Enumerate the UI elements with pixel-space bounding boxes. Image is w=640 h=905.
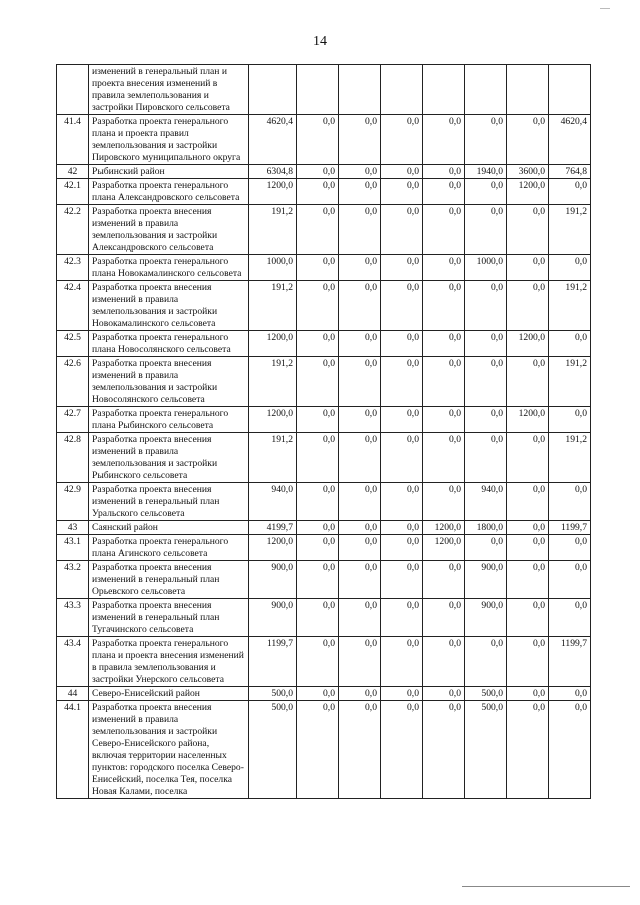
amount-cell: 191,2	[549, 281, 591, 331]
amount-cell: 0,0	[423, 701, 465, 799]
row-number: 42.9	[57, 483, 89, 521]
amount-cell: 0,0	[423, 179, 465, 205]
amount-cell: 0,0	[339, 115, 381, 165]
amount-cell: 764,8	[549, 165, 591, 179]
amount-cell: 0,0	[381, 165, 423, 179]
amount-cell: 0,0	[381, 433, 423, 483]
amount-cell: 0,0	[297, 599, 339, 637]
amount-cell: 0,0	[339, 281, 381, 331]
amount-cell: 0,0	[465, 407, 507, 433]
amount-cell: 0,0	[465, 179, 507, 205]
amount-cell: 500,0	[249, 701, 297, 799]
table-row	[57, 701, 591, 799]
amount-cell: 0,0	[339, 637, 381, 687]
amount-cell: 0,0	[339, 535, 381, 561]
table-row	[57, 357, 591, 407]
amount-cell: 0,0	[507, 687, 549, 701]
amount-cell: 0,0	[465, 205, 507, 255]
amount-cell: 0,0	[423, 357, 465, 407]
amount-cell: 1199,7	[549, 521, 591, 535]
amount-cell: 0,0	[465, 637, 507, 687]
amount-cell: 0,0	[381, 687, 423, 701]
table-row	[57, 637, 591, 687]
amount-cell: 0,0	[423, 281, 465, 331]
amount-cell: 0,0	[297, 535, 339, 561]
amount-cell: 0,0	[339, 433, 381, 483]
row-number: 43.3	[57, 599, 89, 637]
amount-cell: 0,0	[381, 561, 423, 599]
amount-cell: 0,0	[339, 687, 381, 701]
amount-cell: 0,0	[339, 701, 381, 799]
amount-cell: 191,2	[249, 357, 297, 407]
amount-cell: 0,0	[549, 483, 591, 521]
row-number: 42.2	[57, 205, 89, 255]
amount-cell: 0,0	[381, 179, 423, 205]
table-row	[57, 255, 591, 281]
table-row	[57, 433, 591, 483]
amount-cell	[507, 65, 549, 115]
amount-cell: 0,0	[381, 115, 423, 165]
row-description: Разработка проекта внесения изменений в генеральный план Тугачинского сельсовета	[89, 599, 249, 637]
bottom-rule	[462, 886, 630, 887]
table-row	[57, 535, 591, 561]
amount-cell: 0,0	[339, 165, 381, 179]
amount-cell: 0,0	[381, 701, 423, 799]
amount-cell: 0,0	[549, 255, 591, 281]
row-number: 42.4	[57, 281, 89, 331]
amount-cell: 0,0	[549, 599, 591, 637]
amount-cell: 6304,8	[249, 165, 297, 179]
amount-cell: 1200,0	[249, 331, 297, 357]
amount-cell: 0,0	[507, 433, 549, 483]
amount-cell: 0,0	[549, 331, 591, 357]
amount-cell: 0,0	[381, 637, 423, 687]
amount-cell: 0,0	[423, 599, 465, 637]
amount-cell: 0,0	[297, 521, 339, 535]
amount-cell: 0,0	[423, 637, 465, 687]
table-row	[57, 205, 591, 255]
row-description: Разработка проекта внесения изменений в правила землепользования и застройки Новосолянского сельсовета	[89, 357, 249, 407]
amount-cell: 191,2	[249, 433, 297, 483]
amount-cell: 500,0	[465, 687, 507, 701]
amount-cell: 0,0	[507, 521, 549, 535]
table-row	[57, 483, 591, 521]
amount-cell: 0,0	[423, 115, 465, 165]
amount-cell: 0,0	[549, 687, 591, 701]
amount-cell: 0,0	[423, 433, 465, 483]
amount-cell: 0,0	[297, 179, 339, 205]
amount-cell: 0,0	[423, 561, 465, 599]
amount-cell: 0,0	[507, 255, 549, 281]
amount-cell: 0,0	[423, 407, 465, 433]
amount-cell: 900,0	[465, 599, 507, 637]
amount-cell: 0,0	[549, 535, 591, 561]
amount-cell: 0,0	[297, 637, 339, 687]
amount-cell: 500,0	[465, 701, 507, 799]
amount-cell: 0,0	[549, 179, 591, 205]
amount-cell: 191,2	[549, 205, 591, 255]
amount-cell: 1000,0	[465, 255, 507, 281]
row-description: Разработка проекта генерального плана Новосолянского сельсовета	[89, 331, 249, 357]
row-description: Разработка проекта генерального плана и проекта внесения изменений в правила землепользования и застройки Унерского сельсовета	[89, 637, 249, 687]
amount-cell: 4620,4	[249, 115, 297, 165]
amount-cell: 3600,0	[507, 165, 549, 179]
row-description: Разработка проекта генерального плана Новокамалинского сельсовета	[89, 255, 249, 281]
row-description: Разработка проекта внесения изменений в правила землепользования и застройки Северо-Енисейского района, включая территории населенных пунктов: городского поселка Северо-Енисейский, поселка Тея, поселка Новая Калами, поселка	[89, 701, 249, 799]
row-description: Разработка проекта внесения изменений в генеральный план Уральского сельсовета	[89, 483, 249, 521]
amount-cell: 0,0	[465, 357, 507, 407]
amount-cell: 0,0	[297, 407, 339, 433]
amount-cell: 1200,0	[507, 407, 549, 433]
amount-cell: 0,0	[507, 357, 549, 407]
amount-cell: 1200,0	[423, 535, 465, 561]
amount-cell: 0,0	[423, 687, 465, 701]
amount-cell: 0,0	[339, 331, 381, 357]
amount-cell	[339, 65, 381, 115]
row-number	[57, 65, 89, 115]
row-description: Разработка проекта внесения изменений в правила землепользования и застройки Александровского сельсовета	[89, 205, 249, 255]
amount-cell: 191,2	[249, 281, 297, 331]
row-description: Разработка проекта генерального плана и проекта правил землепользования и застройки Пировского муниципального округа	[89, 115, 249, 165]
amount-cell: 0,0	[339, 205, 381, 255]
table-row	[57, 407, 591, 433]
row-number: 42.5	[57, 331, 89, 357]
amount-cell: 0,0	[339, 357, 381, 407]
amount-cell: 0,0	[423, 255, 465, 281]
amount-cell: 0,0	[381, 407, 423, 433]
amount-cell	[249, 65, 297, 115]
amount-cell: 1000,0	[249, 255, 297, 281]
table-row	[57, 521, 591, 535]
amount-cell: 0,0	[549, 407, 591, 433]
amount-cell: 1940,0	[465, 165, 507, 179]
row-number: 42.1	[57, 179, 89, 205]
table-row	[57, 179, 591, 205]
row-number: 43.2	[57, 561, 89, 599]
amount-cell: 0,0	[507, 115, 549, 165]
amount-cell: 0,0	[423, 483, 465, 521]
row-description: Разработка проекта генерального плана Агинского сельсовета	[89, 535, 249, 561]
amount-cell: 4199,7	[249, 521, 297, 535]
row-description: Саянский район	[89, 521, 249, 535]
amount-cell: 0,0	[339, 179, 381, 205]
row-number: 43.4	[57, 637, 89, 687]
amount-cell	[423, 65, 465, 115]
row-number: 42.3	[57, 255, 89, 281]
amount-cell: 0,0	[297, 701, 339, 799]
amount-cell: 500,0	[249, 687, 297, 701]
amount-cell: 0,0	[423, 331, 465, 357]
row-description: Рыбинский район	[89, 165, 249, 179]
amount-cell: 0,0	[297, 561, 339, 599]
amount-cell: 900,0	[249, 561, 297, 599]
amount-cell	[465, 65, 507, 115]
row-number: 44.1	[57, 701, 89, 799]
row-description: Разработка проекта генерального плана Александровского сельсовета	[89, 179, 249, 205]
amount-cell: 940,0	[249, 483, 297, 521]
amount-cell: 0,0	[465, 535, 507, 561]
row-number: 43.1	[57, 535, 89, 561]
amount-cell	[549, 65, 591, 115]
table-row	[57, 331, 591, 357]
amount-cell: 1199,7	[549, 637, 591, 687]
amount-cell: 0,0	[339, 599, 381, 637]
amount-cell: 0,0	[423, 165, 465, 179]
amount-cell: 900,0	[249, 599, 297, 637]
row-number: 43	[57, 521, 89, 535]
scan-mark	[600, 8, 610, 9]
row-number: 42.7	[57, 407, 89, 433]
page-number: 14	[313, 34, 327, 49]
amount-cell: 0,0	[507, 205, 549, 255]
amount-cell: 1200,0	[423, 521, 465, 535]
amount-cell: 0,0	[297, 115, 339, 165]
amount-cell: 0,0	[381, 521, 423, 535]
table-body	[57, 65, 591, 799]
row-description: Разработка проекта внесения изменений в правила землепользования и застройки Рыбинского сельсовета	[89, 433, 249, 483]
amount-cell: 0,0	[465, 331, 507, 357]
row-number: 42.6	[57, 357, 89, 407]
amount-cell: 0,0	[297, 281, 339, 331]
amount-cell: 0,0	[297, 687, 339, 701]
amount-cell: 0,0	[507, 599, 549, 637]
amount-cell: 0,0	[381, 535, 423, 561]
amount-cell: 1200,0	[507, 331, 549, 357]
row-number: 42.8	[57, 433, 89, 483]
amount-cell: 0,0	[297, 205, 339, 255]
amount-cell: 0,0	[549, 701, 591, 799]
table-row	[57, 115, 591, 165]
amount-cell: 0,0	[297, 483, 339, 521]
row-number: 44	[57, 687, 89, 701]
amount-cell: 1200,0	[249, 535, 297, 561]
amount-cell: 0,0	[297, 357, 339, 407]
amount-cell: 0,0	[549, 561, 591, 599]
amount-cell: 0,0	[381, 483, 423, 521]
table-row	[57, 599, 591, 637]
row-description: Разработка проекта внесения изменений в генеральный план Орьевского сельсовета	[89, 561, 249, 599]
amount-cell: 0,0	[297, 255, 339, 281]
row-description: изменений в генеральный план и проекта внесения изменений в правила землепользования и застройки Пировского сельсовета	[89, 65, 249, 115]
amount-cell: 0,0	[339, 561, 381, 599]
table-row	[57, 561, 591, 599]
amount-cell: 4620,4	[549, 115, 591, 165]
amount-cell: 940,0	[465, 483, 507, 521]
amount-cell: 0,0	[339, 255, 381, 281]
amount-cell: 0,0	[381, 255, 423, 281]
amount-cell: 191,2	[549, 433, 591, 483]
amount-cell: 0,0	[381, 205, 423, 255]
amount-cell: 0,0	[507, 701, 549, 799]
table-row	[57, 687, 591, 701]
table-row	[57, 165, 591, 179]
budget-table	[56, 64, 591, 799]
amount-cell: 0,0	[381, 357, 423, 407]
amount-cell: 191,2	[549, 357, 591, 407]
amount-cell: 1200,0	[249, 179, 297, 205]
amount-cell: 0,0	[297, 433, 339, 483]
amount-cell: 900,0	[465, 561, 507, 599]
amount-cell: 0,0	[465, 115, 507, 165]
amount-cell: 0,0	[507, 561, 549, 599]
amount-cell: 0,0	[507, 637, 549, 687]
amount-cell: 1199,7	[249, 637, 297, 687]
amount-cell: 0,0	[297, 331, 339, 357]
amount-cell: 0,0	[339, 407, 381, 433]
amount-cell: 0,0	[381, 331, 423, 357]
amount-cell: 191,2	[249, 205, 297, 255]
amount-cell: 0,0	[381, 281, 423, 331]
amount-cell: 0,0	[507, 281, 549, 331]
amount-cell: 0,0	[507, 483, 549, 521]
table-row	[57, 65, 591, 115]
row-description: Разработка проекта генерального плана Рыбинского сельсовета	[89, 407, 249, 433]
amount-cell: 0,0	[423, 205, 465, 255]
amount-cell: 1800,0	[465, 521, 507, 535]
amount-cell	[297, 65, 339, 115]
amount-cell: 1200,0	[249, 407, 297, 433]
amount-cell: 0,0	[507, 535, 549, 561]
row-number: 42	[57, 165, 89, 179]
table-row	[57, 281, 591, 331]
row-description: Разработка проекта внесения изменений в правила землепользования и застройки Новокамалинского сельсовета	[89, 281, 249, 331]
amount-cell: 0,0	[339, 521, 381, 535]
amount-cell: 0,0	[339, 483, 381, 521]
amount-cell: 0,0	[381, 599, 423, 637]
amount-cell: 0,0	[297, 165, 339, 179]
row-number: 41.4	[57, 115, 89, 165]
amount-cell: 1200,0	[507, 179, 549, 205]
amount-cell	[381, 65, 423, 115]
amount-cell: 0,0	[465, 433, 507, 483]
row-description: Северо-Енисейский район	[89, 687, 249, 701]
amount-cell: 0,0	[465, 281, 507, 331]
